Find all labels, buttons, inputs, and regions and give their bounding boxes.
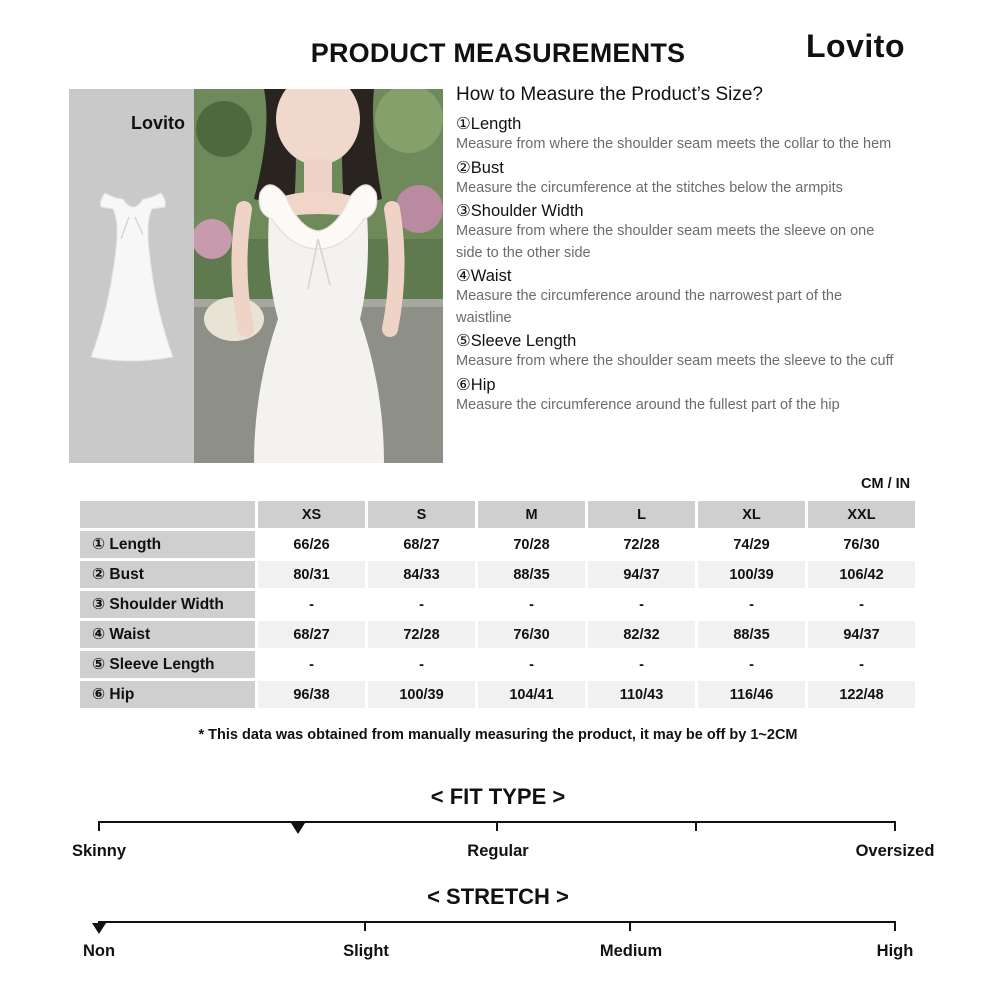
size-header: M [478, 501, 585, 528]
image-brand-overlay: Lovito [131, 113, 185, 133]
guide-item-name: ③Shoulder Width [456, 202, 584, 220]
row-label: ① Length [80, 531, 255, 558]
guide-item-shoulder-width [456, 201, 896, 264]
stretch-tick [629, 921, 631, 931]
table-cell: 72/28 [588, 531, 695, 558]
size-header: S [368, 501, 475, 528]
table-row [80, 591, 915, 618]
table-cell: 110/43 [588, 681, 695, 708]
table-header-row [80, 501, 915, 528]
table-cell: - [368, 591, 475, 618]
table-cell: 88/35 [478, 561, 585, 588]
table-row [80, 561, 915, 588]
stretch-label-slight: Slight [343, 942, 389, 960]
model-photo [194, 89, 443, 463]
guide-item-hip [456, 375, 896, 417]
guide-heading: How to Measure the Product’s Size? [456, 84, 763, 105]
stretch-tick [364, 921, 366, 931]
table-corner-cell [80, 501, 255, 528]
fit-type-title: < FIT TYPE > [430, 784, 566, 809]
guide-item-desc: Measure the circumference around the fullest part of the hip [456, 396, 840, 413]
table-cell: 94/37 [808, 621, 915, 648]
table-cell: - [588, 651, 695, 678]
guide-item-length [456, 114, 896, 156]
stretch-label-medium: Medium [599, 942, 663, 960]
measurement-guide [456, 84, 896, 418]
stretch-axis [99, 921, 896, 923]
stretch-tick [894, 921, 896, 931]
table-cell: - [258, 591, 365, 618]
table-cell: - [478, 591, 585, 618]
table-cell: 100/39 [368, 681, 475, 708]
table-cell: 100/39 [698, 561, 805, 588]
guide-item-name: ②Bust [456, 158, 504, 177]
guide-item-name: ④Waist [456, 267, 512, 285]
table-row [80, 621, 915, 648]
fit-tick [894, 821, 896, 831]
guide-item-desc: Measure the circumference at the stitches below the armpits [456, 179, 843, 196]
table-cell: 82/32 [588, 621, 695, 648]
row-label: ⑥ Hip [80, 681, 255, 708]
table-cell: 68/27 [368, 531, 475, 558]
table-cell: - [258, 651, 365, 678]
fit-type-indicator [291, 823, 305, 834]
stretch-title: < STRETCH > [427, 884, 569, 909]
size-header: XL [698, 501, 805, 528]
stretch-label-non: Non [82, 942, 116, 960]
stretch-indicator [92, 923, 106, 934]
guide-item-desc: Measure from where the shoulder seam meets the sleeve to the cuff [456, 353, 894, 369]
fit-label-regular: Regular [467, 842, 529, 860]
table-cell: 72/28 [368, 621, 475, 648]
table-cell: 76/30 [808, 531, 915, 558]
row-label: ⑤ Sleeve Length [80, 651, 255, 678]
fit-tick [695, 821, 697, 831]
stretch-label-high: High [876, 942, 914, 960]
guide-item-desc: Measure the circumference around the narrowest part of the waistline [456, 288, 843, 326]
guide-item-bust [456, 158, 896, 200]
row-label: ④ Waist [80, 621, 255, 648]
table-cell: 116/46 [698, 681, 805, 708]
table-cell: - [698, 651, 805, 678]
table-row [80, 651, 915, 678]
fit-label-skinny: Skinny [71, 842, 127, 860]
table-cell: - [478, 651, 585, 678]
table-cell: - [588, 591, 695, 618]
table-cell: 70/28 [478, 531, 585, 558]
table-cell: 74/29 [698, 531, 805, 558]
guide-item-name: ①Length [456, 115, 522, 133]
size-header: XS [258, 501, 365, 528]
table-cell: 84/33 [368, 561, 475, 588]
size-header: XXL [808, 501, 915, 528]
measurement-note: * This data was obtained from manually measuring the product, it may be off by 1~2CM [198, 727, 798, 743]
size-header: L [588, 501, 695, 528]
fit-tick [496, 821, 498, 831]
table-cell: 66/26 [258, 531, 365, 558]
guide-item-sleeve-length [456, 331, 896, 373]
size-table [77, 498, 918, 711]
table-row [80, 531, 915, 558]
table-cell: 88/35 [698, 621, 805, 648]
table-cell: 76/30 [478, 621, 585, 648]
table-cell: - [368, 651, 475, 678]
unit-label: CM / IN [861, 476, 911, 492]
table-cell: - [808, 651, 915, 678]
guide-item-name: ⑤Sleeve Length [456, 332, 577, 350]
guide-item-desc: Measure from where the shoulder seam meets the sleeve on one side to the other side [456, 223, 875, 261]
table-cell: 104/41 [478, 681, 585, 708]
table-row [80, 681, 915, 708]
table-cell: 96/38 [258, 681, 365, 708]
table-cell: 106/42 [808, 561, 915, 588]
page-title: PRODUCT MEASUREMENTS [310, 38, 686, 68]
product-image-panel [69, 89, 443, 463]
table-cell: - [808, 591, 915, 618]
fit-tick [98, 821, 100, 831]
guide-item-waist [456, 266, 896, 329]
guide-item-desc: Measure from where the shoulder seam meets the collar to the hem [456, 136, 892, 152]
table-cell: 68/27 [258, 621, 365, 648]
table-cell: 94/37 [588, 561, 695, 588]
brand-logo: Lovito [806, 28, 905, 64]
row-label: ② Bust [80, 561, 255, 588]
product-flat-image [69, 89, 194, 463]
row-label: ③ Shoulder Width [80, 591, 255, 618]
table-cell: 122/48 [808, 681, 915, 708]
table-cell: - [698, 591, 805, 618]
guide-item-name: ⑥Hip [456, 375, 496, 394]
fit-label-oversized: Oversized [855, 842, 935, 860]
table-cell: 80/31 [258, 561, 365, 588]
